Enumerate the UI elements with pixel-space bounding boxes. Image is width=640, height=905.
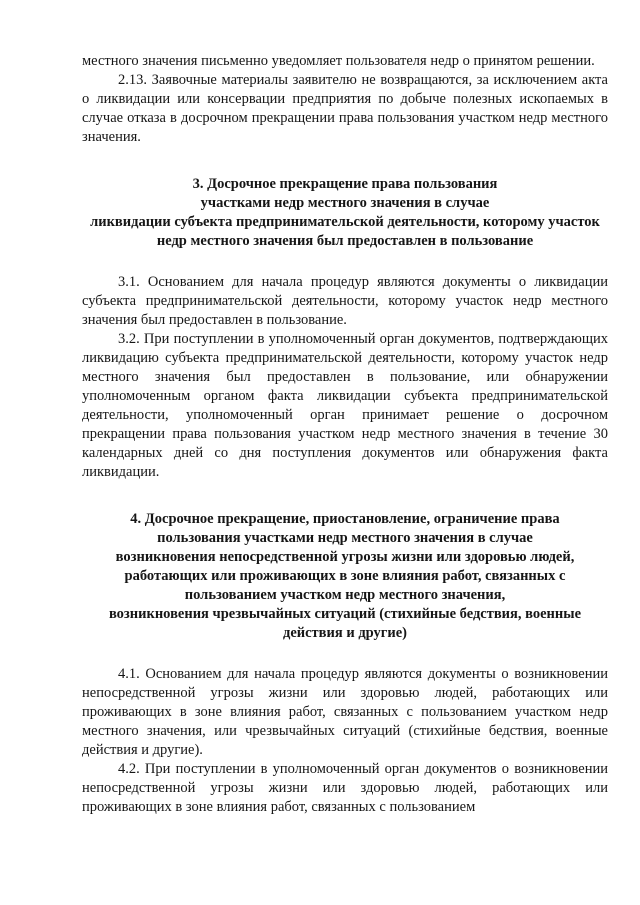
section-4-heading-line: возникновения чрезвычайных ситуаций (стихийные бедствия, военные [108,606,582,622]
section-4-heading-line: действия и другие) [283,625,407,641]
paragraph-3-2: 3.2. При поступлении в уполномоченный орган документов, подтверждающих ликвидацию субъекта предпринимательской деятельности, которому участок недр местного значения был предоставлен в пользование, или обнаружении уполномоченным органом факта ликвидации субъекта предпринимательской деятельности, уполномоченный орган принимает решение о досрочном прекращении права пользования участком недр местного значения в течение 30 календарных дней со дня поступления документов или обнаружения факта ликвидации. [82,331,608,480]
section-3-heading-line: ликвидации субъекта предпринимательской деятельности, которому участок [90,214,600,230]
paragraph-4-1: 4.1. Основанием для начала процедур являются документы о возникновении непосредственной угрозы жизни или здоровью людей, работающих или проживающих в зоне влияния работ, связанных с пользованием участком недр местного значения, или чрезвычайных ситуаций (стихийные бедствия, военные действия и другие). [82,666,608,758]
section-3-heading-line: недр местного значения был предоставлен в пользование [156,233,534,249]
paragraph-intro: местного значения письменно уведомляет пользователя недр о принятом решении. [82,53,595,69]
section-4-heading-line: пользования участками недр местного значения в случае [157,530,533,546]
section-4-heading-line: 4. Досрочное прекращение, приостановление, ограничение права [130,511,560,527]
paragraph-4-2: 4.2. При поступлении в уполномоченный орган документов о возникновении непосредственной угрозы жизни или здоровью людей, работающих или проживающих в зоне влияния работ, связанных с пользованием [82,761,608,815]
section-3-heading-line: участками недр местного значения в случае [200,195,490,211]
section-4-heading-line: возникновения непосредственной угрозы жизни или здоровью людей, [115,549,575,565]
section-4-heading-line: пользованием участком недр местного значения, [184,587,506,603]
section-3-heading [82,175,608,251]
section-3-heading-line: 3. Досрочное прекращение права пользования [192,176,498,192]
section-4-heading-line: работающих или проживающих в зоне влияния работ, связанных с [124,568,566,584]
paragraph-2-13: 2.13. Заявочные материалы заявителю не возвращаются, за исключением акта о ликвидации или консервации предприятия по добыче полезных ископаемых в случае отказа в досрочном прекращении права пользования участком недр местного значения. [82,72,608,145]
paragraph-3-1: 3.1. Основанием для начала процедур являются документы о ликвидации субъекта предпринимательской деятельности, которому участок недр местного значения был предоставлен в пользование. [82,274,608,328]
section-4-heading [82,510,608,643]
